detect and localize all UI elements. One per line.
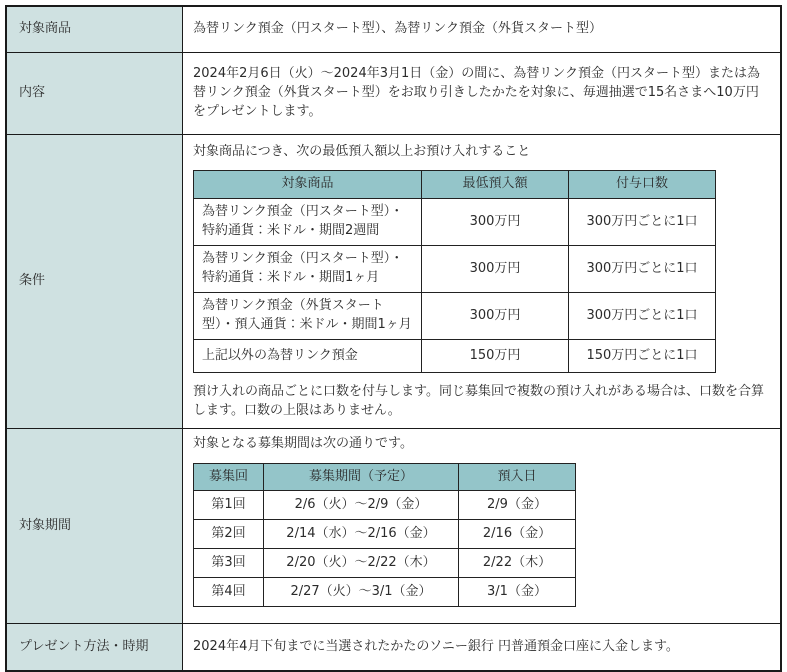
period-cell-date: 2/22（木） [459,549,576,578]
table-row [194,549,576,578]
period-cell-round: 第4回 [194,578,264,607]
condition-cell-units: 300万円ごとに1口 [569,292,716,339]
period-cell-date: 2/9（金） [459,491,576,520]
period-header-date: 預入日 [459,463,576,490]
period-table-header-row [194,463,576,490]
row-label-product: 対象商品 [6,6,183,53]
table-row [194,198,716,245]
period-header-round: 募集回 [194,463,264,490]
period-cell-round: 第3回 [194,549,264,578]
row-value-present: 2024年4月下旬までに当選されたかたのソニー銀行 円普通預金口座に入金します。 [183,624,782,672]
condition-cell-amount: 300万円 [422,198,569,245]
condition-cell-amount: 300万円 [422,245,569,292]
condition-cell-product: 上記以外の為替リンク預金 [194,339,422,372]
table-row [6,429,781,624]
row-value-product: 為替リンク預金（円スタート型）、為替リンク預金（外貨スタート型） [183,6,782,53]
row-label-description: 内容 [6,53,183,135]
period-table [193,463,576,607]
table-row [194,245,716,292]
table-row [6,53,781,135]
condition-cell-amount: 150万円 [422,339,569,372]
conditions-note: 預け入れの商品ごとに口数を付与します。同じ募集回で複数の預け入れがある場合は、口数を合算します。口数の上限はありません。 [193,383,764,418]
condition-cell-product: 為替リンク預金（外貨スタート型）・預入通貨：米ドル・期間1ヶ月 [194,292,422,339]
row-value-period [183,429,782,624]
period-cell-span: 2/20（火）～2/22（木） [264,549,459,578]
table-row [6,624,781,672]
table-row [6,135,781,429]
table-row [194,578,576,607]
table-row [194,292,716,339]
table-row [194,491,576,520]
conditions-intro: 対象商品につき、次の最低預入額以上お預け入れすること [193,143,531,159]
condition-header-amount: 最低預入額 [422,171,569,198]
table-row [6,6,781,53]
period-header-span: 募集期間（予定） [264,463,459,490]
campaign-detail-table [5,5,782,672]
condition-table-header-row [194,171,716,198]
condition-cell-amount: 300万円 [422,292,569,339]
row-value-conditions [183,135,782,429]
condition-cell-units: 150万円ごとに1口 [569,339,716,372]
row-label-conditions: 条件 [6,135,183,429]
condition-cell-units: 300万円ごとに1口 [569,198,716,245]
period-cell-span: 2/6（火）～2/9（金） [264,491,459,520]
table-row [194,339,716,372]
condition-cell-product: 為替リンク預金（円スタート型）・特約通貨：米ドル・期間2週間 [194,198,422,245]
period-cell-round: 第2回 [194,520,264,549]
condition-header-units: 付与口数 [569,171,716,198]
row-label-present: プレゼント方法・時期 [6,624,183,672]
table-row [194,520,576,549]
period-cell-round: 第1回 [194,491,264,520]
period-cell-span: 2/14（水）～2/16（金） [264,520,459,549]
period-cell-span: 2/27（火）～3/1（金） [264,578,459,607]
period-cell-date: 2/16（金） [459,520,576,549]
condition-table [193,170,716,372]
row-label-period: 対象期間 [6,429,183,624]
period-intro: 対象となる募集期間は次の通りです。 [193,436,413,451]
row-value-description: 2024年2月6日（火）～2024年3月1日（金）の間に、為替リンク預金（円スタート型）または為替リンク預金（外貨スタート型）をお取り引きしたかたを対象に、毎週抽選で15名さまへ10万円をプレゼントします。 [183,53,782,135]
condition-cell-units: 300万円ごとに1口 [569,245,716,292]
condition-cell-product: 為替リンク預金（円スタート型）・特約通貨：米ドル・期間1ヶ月 [194,245,422,292]
period-cell-date: 3/1（金） [459,578,576,607]
condition-header-product: 対象商品 [194,171,422,198]
